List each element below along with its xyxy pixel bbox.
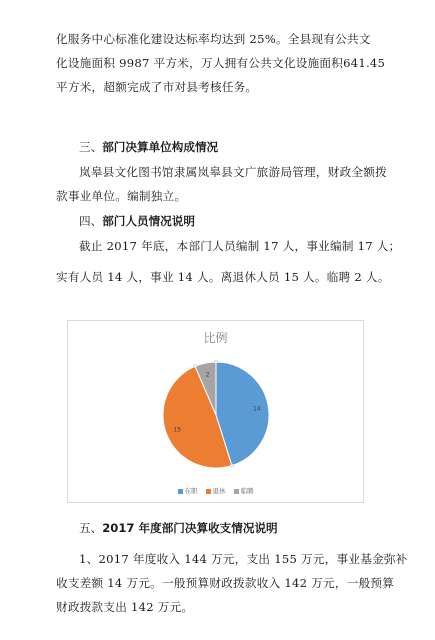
paragraph-line: 岚皋县文化图书馆隶属岚皋县文广旅游局管理，财政全额拨 [79, 165, 387, 179]
legend-swatch [206, 489, 211, 494]
legend-label: 退休 [212, 487, 226, 495]
paragraph-line: 平方米，超额完成了市对县考核任务。 [56, 80, 258, 94]
chart-title: 比例 [203, 331, 228, 345]
heading-text: 2017 年度部门决算收支情况说明 [102, 521, 278, 535]
section-heading [79, 213, 195, 229]
heading-number: 五、 [79, 521, 103, 535]
slice-boundary-dot [230, 464, 233, 467]
paragraph-line: 截止 2017 年底，本部门人员编制 17 人，事业编制 17 人； [79, 239, 401, 253]
legend-item [234, 486, 254, 495]
legend-item [178, 486, 198, 495]
pie-chart [67, 320, 364, 503]
legend-swatch [178, 489, 183, 494]
heading-text: 部门人员情况说明 [102, 214, 195, 228]
paragraph-line: 实有人员 14 人，事业 14 人。离退休人员 15 人。临聘 2 人。 [56, 270, 390, 284]
slice-boundary-dot [193, 365, 196, 368]
heading-number: 三、 [79, 140, 103, 154]
legend-swatch [234, 489, 239, 494]
paragraph-line: 财政拨款支出 142 万元。 [56, 600, 194, 614]
section-heading [79, 520, 278, 536]
section-heading [79, 139, 218, 155]
chart-legend [68, 486, 363, 495]
pie-data-label: 15 [173, 426, 182, 434]
paragraph-line: 化设施面积 9987 平方米，万人拥有公共文化设施面积641.45 [56, 56, 386, 70]
pie-chart-canvas [68, 321, 365, 504]
paragraph-line: 款事业单位。编制独立。 [56, 189, 187, 203]
legend-label: 在职 [184, 487, 198, 495]
pie-data-label: 14 [253, 405, 261, 413]
paragraph-line: 收支差额 14 万元。一般预算财政拨款收入 142 万元，一般预算 [56, 576, 395, 590]
legend-item [206, 486, 226, 495]
paragraph-line: 1、2017 年度收入 144 万元，支出 155 万元，事业基金弥补 [79, 552, 408, 566]
pie-data-label: 2 [205, 371, 210, 379]
slice-boundary-dot [214, 360, 217, 363]
paragraph-line: 化服务中心标准化建设达标率均达到 25%。全县现有公共文 [56, 32, 371, 46]
legend-label: 临聘 [240, 487, 254, 495]
heading-text: 部门决算单位构成情况 [102, 140, 219, 154]
heading-number: 四、 [79, 214, 103, 228]
